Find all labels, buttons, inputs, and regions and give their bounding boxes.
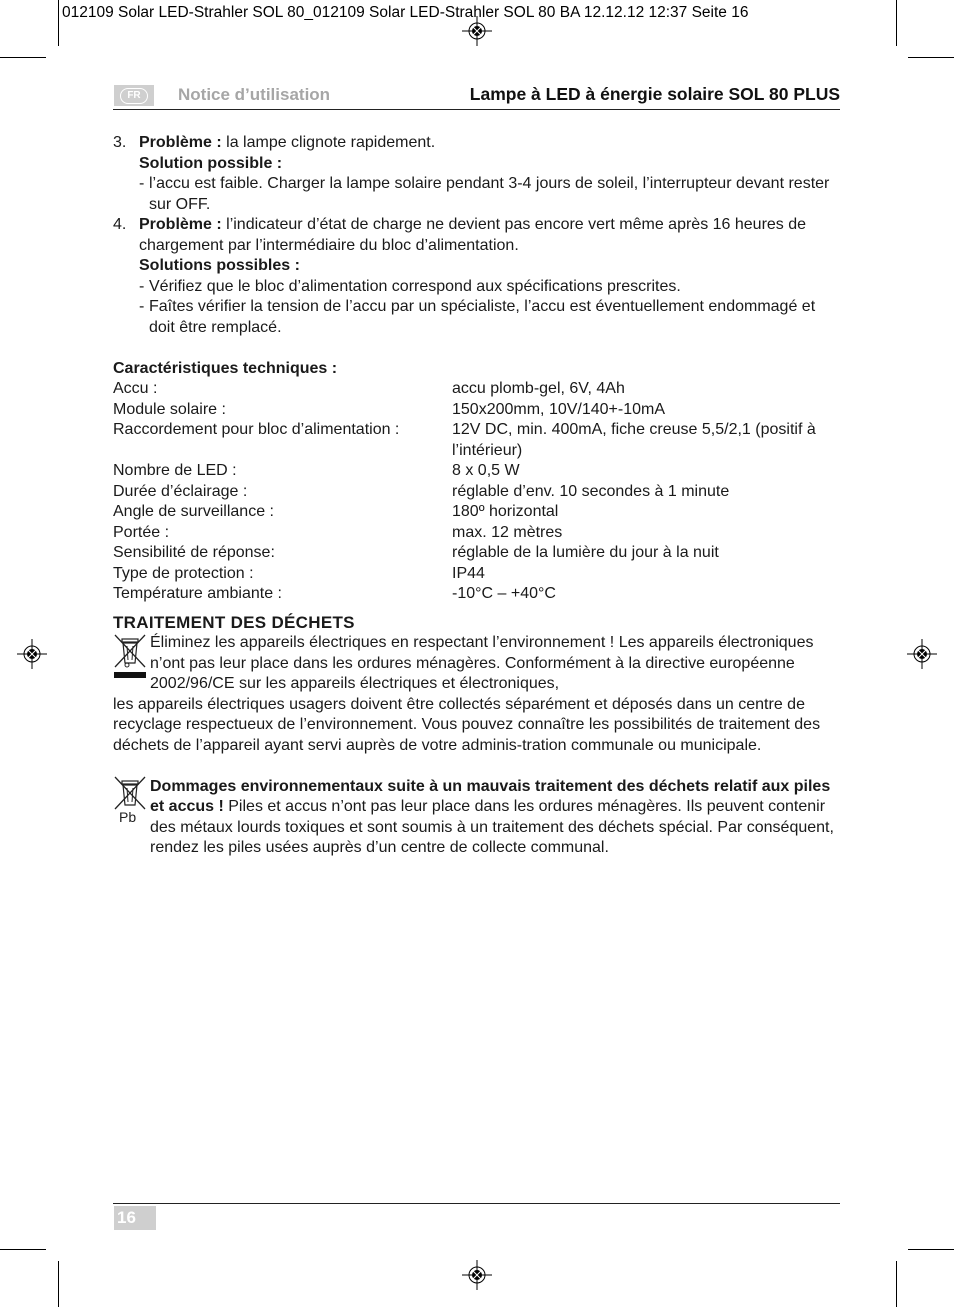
print-slug: 012109 Solar LED-Strahler SOL 80_012109 Solar LED-Strahler SOL 80 BA 12.12.12 12:37 Seite 16 [62,4,749,21]
spec-row [113,543,838,564]
problem-item [113,215,838,338]
weee-text: les appareils électriques usagers doivent être collectés séparément et déposés dans un centre de recyclage respectueux de l’environnement. Vous pouvez connaître les possibilités de traitement des déchets de l’appareil ayant servi auprès de votre adminis-tration communale ou municipale. [113,695,821,754]
spec-row [113,420,838,461]
battery-warning-bold: Dommages environnementaux suite à un mauvais traitement des déchets relatif aux piles et accus ! [150,777,831,815]
spec-value: réglable de la lumière du jour à la nuit [452,544,719,561]
spec-value: 180º horizontal [452,503,559,520]
spec-label: Durée d’éclairage : [113,482,248,500]
weee-paragraph [113,633,838,756]
crop-mark [58,1261,59,1307]
spec-label: Nombre de LED : [113,462,237,479]
spec-label: Raccordement pour bloc d’alimentation : [113,421,400,438]
spec-row [113,502,838,523]
registration-mark-icon [17,639,47,669]
spec-label: Module solaire : [113,400,226,418]
spec-value: IP44 [452,564,485,582]
section-label: Notice d’utilisation [178,85,331,104]
battery-warning-text: Piles et accus n’ont pas leur place dans les ordures ménagères. Ils peuvent contenir des métaux lourds toxiques et sont soumis à un traitement des déchets spécial. Par conséquent, rendez les piles usées auprès d’un centre de collecte communal. [150,798,834,856]
spec-row [113,564,838,585]
crop-mark [908,57,954,58]
solution-item: - l’accu est faible. Charger la lampe solaire pendant 3-4 jours de soleil, l’interrupteur devant rester sur OFF. [139,174,838,215]
crop-mark [896,0,897,46]
spec-row [113,461,838,482]
battery-icon-label: Pb [119,808,137,825]
crossed-battery-bin-icon [113,775,147,825]
spec-label: Portée : [113,523,170,541]
specs-heading: Caractéristiques techniques : [113,359,338,377]
specs-section [113,359,838,605]
spec-label: Type de protection : [113,564,254,582]
battery-paragraph [113,777,838,859]
page-header [113,82,840,110]
crop-mark [0,57,46,58]
spec-value: max. 12 mètres [452,523,563,541]
page-content [113,133,838,859]
document-title: Lampe à LED à énergie solaire SOL 80 PLUS [469,84,840,104]
problem-number: 4. [113,216,127,233]
spec-label: Température ambiante : [113,585,282,602]
spec-row [113,482,838,503]
solution-item: - Vérifiez que le bloc d’alimentation correspond aux spécifications prescrites. [139,277,838,298]
language-badge [114,85,154,106]
spec-value: réglable d’env. 10 secondes à 1 minute [452,482,730,500]
problem-label: Problème : [139,134,222,151]
registration-mark-icon [462,16,492,46]
spec-row [113,400,838,421]
spec-row [113,584,838,605]
solution-label: Solution possible : [139,154,283,172]
spec-row [113,379,838,400]
spec-value: accu plomb-gel, 6V, 4Ah [452,380,625,397]
footer-divider [113,1203,840,1204]
crop-mark [896,1261,897,1307]
solution-label: Solutions possibles : [139,257,300,274]
problem-text: l’indicateur d’état de charge ne devient pas encore vert même après 16 heures de chargement par l’intermédiaire du bloc d’alimentation. [139,216,807,254]
language-code: FR [120,88,147,104]
problem-label: Problème : [139,216,222,233]
problem-number: 3. [113,134,127,151]
spec-row [113,523,838,544]
crossed-bin-icon [113,633,147,679]
problem-item [113,133,838,215]
waste-heading: TRAITEMENT DES DÉCHETS [113,612,355,632]
weee-text-indented: Éliminez les appareils électriques en respectant l’environnement ! Les appareils électroniques n’ont pas leur place dans les ordures ménagères. Conformément à la directive européenne 2002/96/CE sur les appareils électriques et électroniques, [150,634,814,692]
solution-item: - Faîtes vérifier la tension de l’accu par un spécialiste, l’accu est éventuellement endommagé et doit être remplacé. [139,297,838,338]
spec-value: -10°C – +40°C [452,585,556,602]
spec-value: 8 x 0,5 W [452,462,520,479]
spec-label: Angle de surveillance : [113,503,274,520]
page-number: 16 [114,1206,156,1230]
spec-label: Accu : [113,380,158,397]
problem-text: la lampe clignote rapidement. [221,134,436,151]
crop-mark [908,1249,954,1250]
registration-mark-icon [462,1260,492,1290]
crop-mark [58,0,59,46]
spec-value: 150x200mm, 10V/140+-10mA [452,400,666,418]
registration-mark-icon [907,639,937,669]
crop-mark [0,1249,46,1250]
spec-label: Sensibilité de réponse: [113,544,275,561]
spec-value: 12V DC, min. 400mA, fiche creuse 5,5/2,1 (positif à l’intérieur) [452,421,816,459]
